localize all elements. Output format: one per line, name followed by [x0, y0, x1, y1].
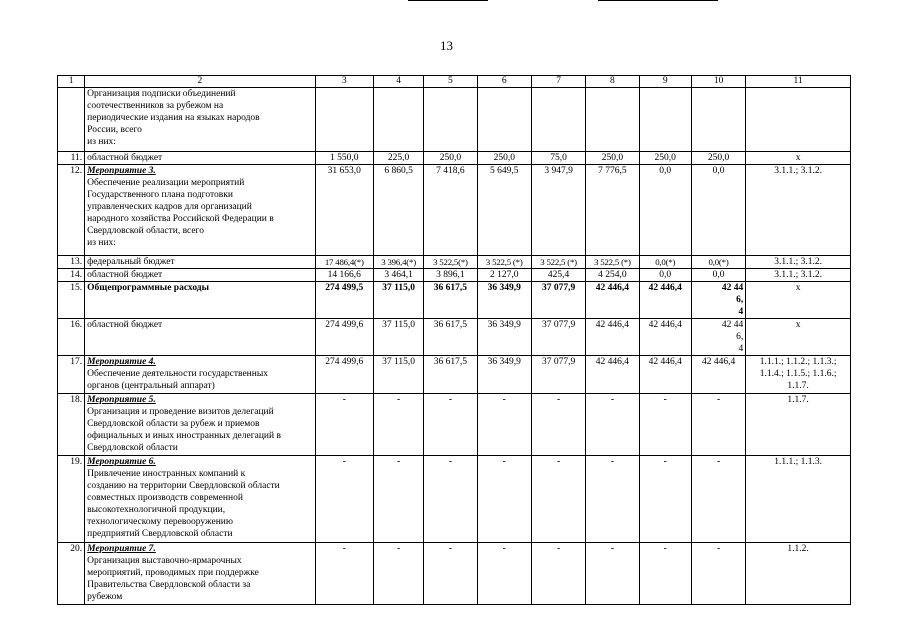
value-cell	[639, 88, 691, 152]
value-cell: 3 896,1	[424, 269, 477, 282]
value-cell: 225,0	[373, 152, 423, 165]
description-line: Свердловской области, всего	[87, 226, 204, 236]
row-description	[85, 356, 315, 394]
row-description	[85, 319, 315, 356]
value-cell: -	[531, 543, 585, 605]
value-cell: 36 617,5	[424, 282, 477, 319]
row-number: 11.	[58, 152, 85, 165]
description-line: России, всего	[87, 125, 142, 135]
code-fragment: 1.1.4.; 1.1.5.; 1.1.6.;	[759, 369, 837, 379]
target-code: x	[746, 319, 851, 356]
column-header-3: 3	[315, 76, 373, 88]
code-fragment: 1.1.1.; 1.1.2.; 1.1.3.;	[759, 357, 837, 367]
column-header-7: 7	[531, 76, 585, 88]
value-cell: 3 522,5 (*)	[531, 256, 585, 269]
value-cell	[691, 282, 745, 319]
value-cell: 250,0	[477, 152, 531, 165]
column-header-9: 9	[639, 76, 691, 88]
description-line: областной бюджет	[87, 153, 163, 163]
value-cell: 42 446,4	[586, 282, 639, 319]
value-fragment: 6,	[736, 332, 744, 342]
value-cell: -	[586, 456, 639, 543]
row-number: 13.	[58, 256, 85, 269]
target-code: 3.1.1.; 3.1.2.	[746, 269, 851, 282]
value-cell: 250,0	[586, 152, 639, 165]
description-line: Государственного плана подготовки	[87, 190, 233, 200]
target-code: x	[746, 282, 851, 319]
budget-table	[57, 75, 851, 605]
table-row	[58, 282, 851, 319]
value-cell: -	[315, 543, 373, 605]
description-line: Организация выставочно-ярмарочных	[87, 556, 242, 566]
description-line: Организация и проведение визитов делегаций	[87, 407, 274, 417]
table-row	[58, 152, 851, 165]
value-fragment: 4	[738, 307, 744, 317]
target-code: x	[746, 152, 851, 165]
value-cell: 36 349,9	[477, 282, 531, 319]
value-cell: 42 446,4	[691, 356, 745, 394]
value-cell: -	[531, 394, 585, 456]
description-line: органов (центральный аппарат)	[87, 381, 215, 391]
target-code: 1.1.7.	[746, 394, 851, 456]
value-cell: 42 446,4	[586, 319, 639, 356]
description-line: Свердловской области за рубеж и приемов	[87, 419, 260, 429]
value-cell: 3 522,5 (*)	[586, 256, 639, 269]
row-description	[85, 456, 315, 543]
value-cell: 37 077,9	[531, 319, 585, 356]
measure-title: Мероприятие 7.	[87, 544, 156, 554]
row-number: 12.	[58, 165, 85, 256]
value-cell	[424, 88, 477, 152]
table-row	[58, 543, 851, 605]
value-cell: -	[639, 543, 691, 605]
description-line: созданию на территории Свердловской области	[87, 481, 280, 491]
page-number: 13	[440, 38, 453, 53]
table-row	[58, 456, 851, 543]
description-line: Обеспечение реализации мероприятий	[87, 178, 245, 188]
row-number: 20.	[58, 543, 85, 605]
description-line: управленческих кадров для организаций	[87, 202, 252, 212]
table-row	[58, 256, 851, 269]
description-line: Обеспечение деятельности государственных	[87, 369, 268, 379]
row-description	[85, 152, 315, 165]
column-header-4: 4	[373, 76, 423, 88]
value-cell	[586, 88, 639, 152]
measure-title: Мероприятие 5.	[87, 395, 156, 405]
column-header-1: 1	[58, 76, 85, 88]
value-cell: 1 550,0	[315, 152, 373, 165]
value-cell: -	[373, 394, 423, 456]
value-cell: 4 254,0	[586, 269, 639, 282]
row-number: 14.	[58, 269, 85, 282]
row-number: 16.	[58, 319, 85, 356]
value-cell: -	[373, 456, 423, 543]
value-fragment: 6,	[736, 295, 744, 305]
table-row	[58, 394, 851, 456]
value-cell: 425,4	[531, 269, 585, 282]
column-header-10: 10	[691, 76, 745, 88]
target-code: 1.1.2.	[746, 543, 851, 605]
value-cell: -	[315, 456, 373, 543]
description-line: федеральный бюджет	[87, 257, 175, 267]
column-header-8: 8	[586, 76, 639, 88]
table-row	[58, 319, 851, 356]
value-cell: -	[373, 543, 423, 605]
value-cell: 5 649,5	[477, 165, 531, 256]
value-cell: 37 077,9	[531, 356, 585, 394]
measure-title: Мероприятие 6.	[87, 457, 156, 467]
description-line: совместных производств современной	[87, 493, 243, 503]
value-cell	[691, 88, 745, 152]
value-cell: 3 464,1	[373, 269, 423, 282]
row-description	[85, 88, 315, 152]
value-cell: 36 617,5	[424, 319, 477, 356]
value-cell: 274 499,6	[315, 319, 373, 356]
description-line: предприятий Свердловской области	[87, 529, 233, 539]
value-cell: 36 617,5	[424, 356, 477, 394]
value-cell: -	[424, 394, 477, 456]
description-line: Организация подписки объединений	[87, 89, 236, 99]
value-cell: -	[477, 394, 531, 456]
description-line: периодические издания на языках народов	[87, 113, 260, 123]
value-cell: 0,0	[639, 165, 691, 256]
description-line: рубежом	[87, 592, 123, 602]
value-cell: 0,0(*)	[691, 256, 745, 269]
description-line: высокотехнологичной продукции,	[87, 505, 226, 515]
value-cell: 42 446,4	[639, 319, 691, 356]
value-cell: 37 115,0	[373, 282, 423, 319]
table-row	[58, 356, 851, 394]
row-description	[85, 269, 315, 282]
value-cell: 250,0	[691, 152, 745, 165]
value-cell: 0,0(*)	[639, 256, 691, 269]
row-description	[85, 394, 315, 456]
value-cell: 250,0	[424, 152, 477, 165]
value-cell	[691, 319, 745, 356]
value-cell	[531, 88, 585, 152]
value-cell: 2 127,0	[477, 269, 531, 282]
row-number: 15.	[58, 282, 85, 319]
value-cell: 42 446,4	[586, 356, 639, 394]
value-cell: 31 653,0	[315, 165, 373, 256]
target-code: 3.1.1.; 3.1.2.	[746, 256, 851, 269]
description-line: технологическому перевооружению	[87, 517, 233, 527]
value-cell: 36 349,9	[477, 319, 531, 356]
value-cell: 0,0	[691, 165, 745, 256]
column-header-6: 6	[477, 76, 531, 88]
value-cell: 75,0	[531, 152, 585, 165]
value-cell: 42 446,4	[639, 356, 691, 394]
target-code	[746, 88, 851, 152]
description-line: Свердловской области	[87, 443, 178, 453]
description-line: из них:	[87, 137, 116, 147]
value-cell: 0,0	[691, 269, 745, 282]
value-fragment: 4	[738, 344, 744, 354]
description-line: областной бюджет	[87, 320, 163, 330]
value-cell: -	[424, 543, 477, 605]
value-cell: 42 446,4	[639, 282, 691, 319]
description-line: мероприятий, проводимых при поддержке	[87, 568, 259, 578]
description-line: Привлечение иностранных компаний к	[87, 469, 246, 479]
value-cell: 37 077,9	[531, 282, 585, 319]
value-cell: -	[691, 394, 745, 456]
top-rule-right	[598, 0, 718, 1]
value-cell: -	[586, 543, 639, 605]
target-code	[746, 356, 851, 394]
value-cell: 274 499,6	[315, 356, 373, 394]
row-description	[85, 165, 315, 256]
description-line: областной бюджет	[87, 270, 163, 280]
value-fragment: 42 44	[721, 320, 744, 330]
value-cell: -	[639, 456, 691, 543]
code-fragment: 1.1.7.	[787, 381, 809, 391]
value-cell: 0,0	[639, 269, 691, 282]
value-cell: -	[477, 456, 531, 543]
header-row	[58, 76, 851, 88]
value-cell: 3 522,5(*)	[424, 256, 477, 269]
value-cell: -	[315, 394, 373, 456]
value-cell: 6 860,5	[373, 165, 423, 256]
value-cell: -	[531, 456, 585, 543]
value-fragment: 42 44	[721, 283, 744, 293]
value-cell: 37 115,0	[373, 356, 423, 394]
value-cell	[477, 88, 531, 152]
row-description	[85, 282, 315, 319]
value-cell: 7 776,5	[586, 165, 639, 256]
target-code: 1.1.1.; 1.1.3.	[746, 456, 851, 543]
top-rule-left	[408, 0, 488, 1]
column-header-11: 11	[746, 76, 851, 88]
value-cell: -	[477, 543, 531, 605]
measure-title: Мероприятие 3.	[87, 166, 156, 176]
value-cell: 36 349,9	[477, 356, 531, 394]
description-line: Общепрограммные расходы	[87, 283, 210, 293]
measure-title: Мероприятие 4.	[87, 357, 156, 367]
description-line: из них:	[87, 238, 116, 248]
target-code: 3.1.1.; 3.1.2.	[746, 165, 851, 256]
value-cell	[373, 88, 423, 152]
row-number: 18.	[58, 394, 85, 456]
description-line: официальных и иных иностранных делегаций в	[87, 431, 281, 441]
value-cell	[315, 88, 373, 152]
table-row	[58, 165, 851, 256]
row-number: 17.	[58, 356, 85, 394]
value-cell: 14 166,6	[315, 269, 373, 282]
description-line: соотечественников за рубежом на	[87, 101, 224, 111]
value-cell: 274 499,5	[315, 282, 373, 319]
value-cell: 17 486,4(*)	[315, 256, 373, 269]
row-number	[58, 88, 85, 152]
column-header-2: 2	[85, 76, 315, 88]
value-cell: 3 396,4(*)	[373, 256, 423, 269]
description-line: народного хозяйства Российской Федерации в	[87, 214, 274, 224]
value-cell: -	[691, 456, 745, 543]
value-cell: -	[586, 394, 639, 456]
row-description	[85, 256, 315, 269]
table-row	[58, 269, 851, 282]
value-cell: 3 947,9	[531, 165, 585, 256]
value-cell: -	[691, 543, 745, 605]
value-cell: -	[639, 394, 691, 456]
column-header-5: 5	[424, 76, 477, 88]
row-description	[85, 543, 315, 605]
value-cell: 7 418,6	[424, 165, 477, 256]
table-row	[58, 88, 851, 152]
value-cell: 37 115,0	[373, 319, 423, 356]
value-cell: 3 522,5 (*)	[477, 256, 531, 269]
description-line: Правительства Свердловской области за	[87, 580, 251, 590]
row-number: 19.	[58, 456, 85, 543]
value-cell: -	[424, 456, 477, 543]
value-cell: 250,0	[639, 152, 691, 165]
